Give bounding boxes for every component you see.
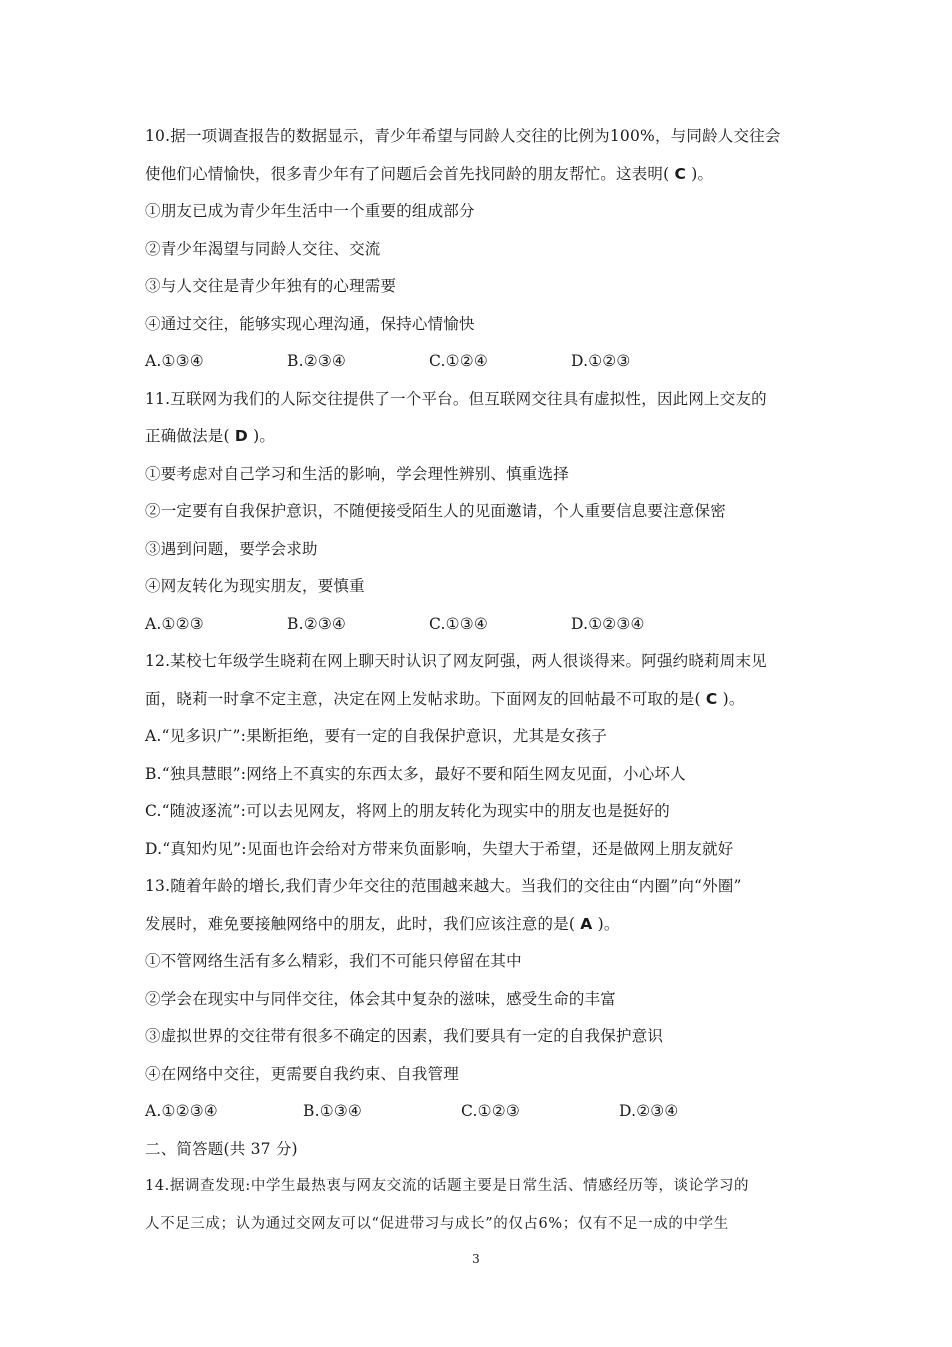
q10-stem-end: )。 xyxy=(691,164,714,183)
q13-stem-line-1: 13.随着年龄的增长,我们青少年交往的范围越来越大。当我们的交往由“内圈”向“外圈” xyxy=(145,877,742,895)
q13-option-a: A.①②③④ xyxy=(145,1102,218,1120)
q13-stem-line-2 xyxy=(145,906,815,944)
q14-line-1: 14.据调查发现:中学生最热衷与网友交流的话题主要是日常生活、情感经历等，谈论学习的 xyxy=(145,1178,750,1194)
q12-option-b: B.“独具慧眼”:网络上不真实的东西太多，最好不要和陌生网友见面，小心坏人 xyxy=(145,764,686,783)
q10-option-d: D.①②③ xyxy=(571,352,631,370)
q12-option-d: D.“真知灼见”:见面也许会给对方带来负面影响，失望大于希望，还是做网上朋友就好 xyxy=(145,839,734,858)
q11-stem-line-2 xyxy=(145,418,815,456)
q14-line-2: 人不足三成；认为通过交网友可以“促进带习与成长”的仅占6%；仅有不足一成的中学生 xyxy=(145,1215,729,1232)
q13-item-2: ②学会在现实中与同伴交往，体会其中复杂的滋味，感受生命的丰富 xyxy=(145,989,617,1008)
q13-item-1: ①不管网络生活有多么精彩，我们不可能只停留在其中 xyxy=(145,952,522,970)
q11-option-c: C.①③④ xyxy=(429,614,488,633)
q10-option-a: A.①③④ xyxy=(145,352,204,370)
q10-item-4: ④通过交往，能够实现心理沟通，保持心情愉快 xyxy=(145,314,475,333)
q13-option-b: B.①③④ xyxy=(303,1102,363,1120)
q10-stem-line-1: 10.据一项调查报告的数据显示，青少年希望与同龄人交往的比例为100%，与同龄人交往会 xyxy=(145,127,781,145)
q13-option-d: D.②③④ xyxy=(619,1102,679,1120)
q10-stem-text: 使他们心情愉快，很多青少年有了问题后会首先找同龄的朋友帮忙。这表明( xyxy=(145,164,670,183)
q12-stem-line-1: 12.某校七年级学生晓莉在网上聊天时认识了网友阿强，两人很谈得来。阿强约晓莉周末见 xyxy=(145,652,767,670)
q13-stem-text: 发展时，难免要接触网络中的朋友，此时，我们应该注意的是( xyxy=(145,914,576,933)
q12-stem-end: )。 xyxy=(722,689,745,708)
q11-option-b: B.②③④ xyxy=(287,614,347,633)
q11-options xyxy=(145,606,815,644)
q13-stem-end: )。 xyxy=(597,914,620,933)
q11-option-d: D.①②③④ xyxy=(571,614,645,633)
q10-option-c: C.①②④ xyxy=(429,352,488,370)
q11-item-1: ①要考虑对自己学习和生活的影响，学会理性辨别、慎重选择 xyxy=(145,464,569,483)
q11-item-4: ④网友转化为现实朋友，要慎重 xyxy=(145,577,365,595)
q10-options xyxy=(145,343,815,381)
q11-answer: D xyxy=(234,427,248,445)
q12-stem-line-2 xyxy=(145,681,815,719)
q10-item-2: ②青少年渴望与同龄人交往、交流 xyxy=(145,239,381,258)
q10-stem-line-2 xyxy=(145,156,815,194)
q10-item-3: ③与人交往是青少年独有的心理需要 xyxy=(145,277,397,295)
q11-stem-text: 正确做法是( xyxy=(145,427,230,445)
section-heading: 二、简答题(共 37 分) xyxy=(145,1139,298,1158)
q11-stem-line-1: 11.互联网为我们的人际交往提供了一个平台。但互联网交往具有虚拟性，因此网上交友的 xyxy=(145,389,767,408)
q11-option-a: A.①②③ xyxy=(145,614,204,633)
q13-item-4: ④在网络中交往，更需要自我约束、自我管理 xyxy=(145,1064,460,1083)
q12-option-a: A.“见多识广”:果断拒绝，要有一定的自我保护意识，尤其是女孩子 xyxy=(145,727,608,745)
q13-options xyxy=(145,1093,815,1131)
q11-stem-end: )。 xyxy=(253,427,276,445)
q13-answer: A xyxy=(580,914,593,933)
q11-item-2: ②一定要有自我保护意识，不随便接受陌生人的见面邀请，个人重要信息要注意保密 xyxy=(145,502,726,520)
q12-option-c: C.“随波逐流”:可以去见网友，将网上的朋友转化为现实中的朋友也是挺好的 xyxy=(145,802,671,820)
page-content xyxy=(145,118,815,1243)
q11-item-3: ③遇到问题，要学会求助 xyxy=(145,539,318,558)
q12-answer: C xyxy=(705,689,718,708)
q10-item-1: ①朋友已成为青少年生活中一个重要的组成部分 xyxy=(145,202,475,220)
q10-option-b: B.②③④ xyxy=(287,352,347,370)
q13-item-3: ③虚拟世界的交往带有很多不确定的因素，我们要具有一定的自我保护意识 xyxy=(145,1027,664,1045)
q13-option-c: C.①②③ xyxy=(461,1102,520,1120)
q10-answer: C xyxy=(674,164,687,183)
q12-stem-text: 面，晓莉一时拿不定主意，决定在网上发帖求助。下面网友的回帖最不可取的是( xyxy=(145,689,701,708)
page-number: 3 xyxy=(472,1252,480,1266)
